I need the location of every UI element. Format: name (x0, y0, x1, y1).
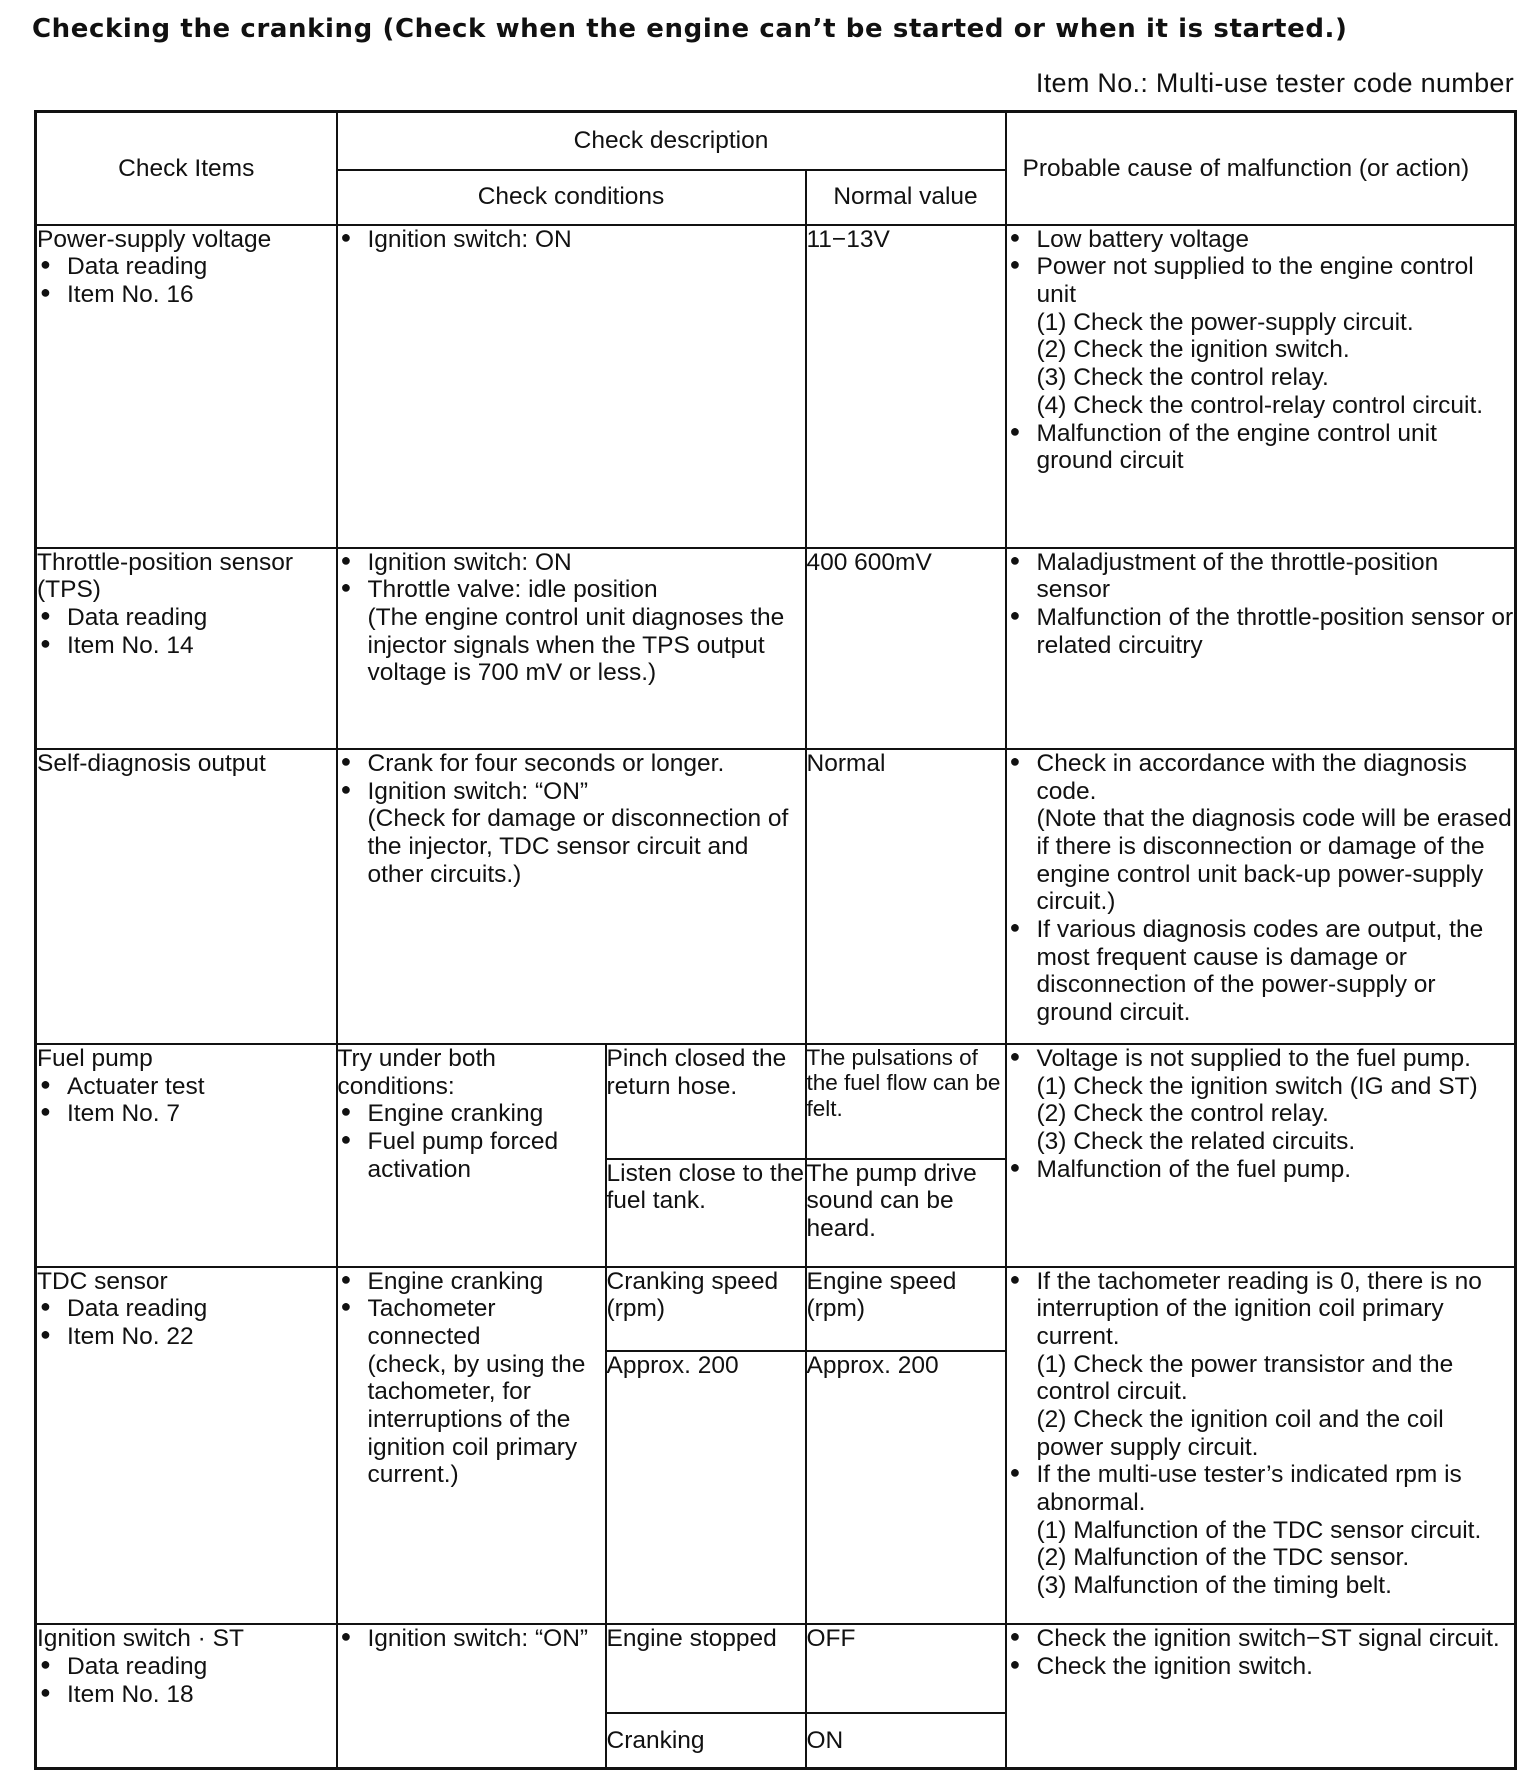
cause-step: (1) Check the power-supply circuit. (1036, 308, 1414, 336)
cause-step: (3) Malfunction of the timing belt. (1036, 1571, 1392, 1599)
condition-bullet: ● Throttle valve: idle position (The engine control unit diagnoses the injector signals when the TPS output voltage is 700 mV or less.) (338, 576, 805, 687)
cause-bullet: ● Check the ignition switch−ST signal circuit. (1007, 1625, 1515, 1653)
probable-cause-cell (1006, 1624, 1516, 1768)
condition-note: (check, by using the tachometer, for interruptions of the ignition coil primary current.) (367, 1350, 586, 1489)
header-check-description: Check description (337, 112, 1006, 170)
header-probable-cause: Probable cause of malfunction (or action) (1006, 112, 1516, 225)
condition-note: (Check for damage or disconnection of the injector, TDC sensor circuit and other circuits.) (367, 805, 789, 888)
table-row (36, 225, 1516, 548)
condition-lead: Try under both conditions: (337, 1045, 496, 1100)
sub-condition-cell: Engine stopped (606, 1624, 806, 1713)
normal-value-cell: 400 600mV (806, 548, 1006, 749)
cause-bullet: ● Maladjustment of the throttle-position sensor (1007, 549, 1515, 604)
cause-bullet: ● Power not supplied to the engine control unit (1) Check the power-supply circuit. (2) Check the ignition switch. (3) Check the control relay. (4) Check the control-relay control circuit. (1007, 253, 1515, 419)
cause-bullet: ● If the multi-use tester’s indicated rpm is abnormal. (1) Malfunction of the TDC sensor circuit. (2) Malfunction of the TDC sensor. (3) Malfunction of the timing belt. (1007, 1461, 1515, 1599)
table-row (36, 548, 1516, 749)
check-item-cell (36, 548, 337, 749)
check-conditions-cell (337, 225, 806, 548)
check-item-bullet: ● Data reading (37, 604, 336, 632)
header-normal-value: Normal value (806, 170, 1006, 225)
sub-normal-cell: Approx. 200 (806, 1351, 1006, 1624)
check-item-bullet: ● Item No. 7 (37, 1100, 336, 1128)
header-check-items: Check Items (36, 112, 337, 225)
cause-bullet: ● Low battery voltage (1007, 226, 1515, 254)
page-title: Checking the cranking (Check when the engine can’t be started or when it is started.) (32, 14, 1348, 44)
check-item-cell (36, 1624, 337, 1768)
condition-note: (The engine control unit diagnoses the injector signals when the TPS output voltage is 700 mV or less.) (367, 604, 785, 687)
check-item-name: Power-supply voltage (37, 225, 272, 253)
item-no-note: Item No.: Multi-use tester code number (1035, 68, 1514, 98)
cause-step: (1) Malfunction of the TDC sensor circuit. (1036, 1516, 1482, 1544)
cause-bullet: ● If the tachometer reading is 0, there is no interruption of the ignition coil primary current. (1) Check the power transistor and the control circuit. (2) Check the ignition coil and the coil power supply circuit. (1007, 1268, 1515, 1462)
check-item-cell (36, 225, 337, 548)
sub-condition-cell: Cranking speed (rpm) (606, 1267, 806, 1352)
check-item-cell (36, 749, 337, 1044)
cause-bullet: ● If various diagnosis codes are output, the most frequent cause is damage or disconnection of the power-supply or ground circuit. (1007, 916, 1515, 1027)
cause-note: (Note that the diagnosis code will be erased if there is disconnection or damage of the engine control unit back-up power-supply circuit.) (1036, 805, 1512, 916)
sub-condition-cell: Listen close to the fuel tank. (606, 1159, 806, 1267)
probable-cause-cell (1006, 225, 1516, 548)
normal-value-cell: 11−13V (806, 225, 1006, 548)
condition-bullet: ● Tachometer connected (check, by using the tachometer, for interruptions of the ignition coil primary current.) (338, 1295, 605, 1489)
table-row (36, 1044, 1516, 1158)
sub-condition-cell: Pinch closed the return hose. (606, 1044, 806, 1158)
probable-cause-cell (1006, 1267, 1516, 1625)
sub-normal-cell: OFF (806, 1624, 1006, 1713)
sub-normal-cell: The pump drive sound can be heard. (806, 1159, 1006, 1267)
check-conditions-cell (337, 548, 806, 749)
cause-step: (2) Check the control relay. (1036, 1100, 1329, 1128)
check-item-cell (36, 1267, 337, 1625)
cause-step: (2) Check the ignition coil and the coil power supply circuit. (1036, 1405, 1444, 1461)
check-item-name: Self-diagnosis output (37, 749, 266, 777)
probable-cause-cell (1006, 749, 1516, 1044)
condition-bullet: ● Ignition switch: “ON” (338, 1625, 605, 1653)
cause-bullet: ● Malfunction of the engine control unit ground circuit (1007, 420, 1515, 475)
header-check-conditions: Check conditions (337, 170, 806, 225)
check-item-name: Throttle-position sensor (TPS) (37, 548, 294, 604)
cause-bullet: ● Malfunction of the fuel pump. (1007, 1156, 1515, 1184)
sub-condition-cell: Approx. 200 (606, 1351, 806, 1624)
check-item-bullet: ● Data reading (37, 1653, 336, 1681)
probable-cause-cell (1006, 548, 1516, 749)
check-item-bullet: ● Item No. 18 (37, 1681, 336, 1709)
check-item-bullet: ● Data reading (37, 1295, 336, 1323)
cause-step: (2) Check the ignition switch. (1036, 336, 1350, 364)
cause-step: (1) Check the ignition switch (IG and ST) (1036, 1072, 1478, 1100)
cause-step: (3) Check the related circuits. (1036, 1128, 1356, 1156)
condition-bullet: ● Ignition switch: ON (338, 549, 805, 577)
sub-normal-cell: The pulsations of the fuel flow can be felt. (806, 1044, 1006, 1158)
table-row (36, 1267, 1516, 1352)
cause-step: (2) Malfunction of the TDC sensor. (1036, 1544, 1410, 1572)
condition-bullet: ● Crank for four seconds or longer. (338, 750, 805, 778)
cause-bullet: ● Voltage is not supplied to the fuel pump. (1) Check the ignition switch (IG and ST) (2) Check the control relay. (3) Check the related circuits. (1007, 1045, 1515, 1156)
check-item-bullet: ● Item No. 14 (37, 632, 336, 660)
cause-bullet: ● Check the ignition switch. (1007, 1653, 1515, 1681)
condition-bullet: ● Ignition switch: “ON” (Check for damage or disconnection of the injector, TDC sensor circuit and other circuits.) (338, 778, 805, 889)
cause-step: (1) Check the power transistor and the control circuit. (1036, 1350, 1454, 1406)
check-item-cell (36, 1044, 337, 1266)
check-item-name: Fuel pump (37, 1045, 153, 1073)
check-conditions-cell (337, 1044, 606, 1266)
check-item-bullets (37, 253, 336, 308)
condition-bullet: ● Engine cranking (338, 1100, 605, 1128)
sub-normal-cell: ON (806, 1713, 1006, 1768)
check-conditions-cell (337, 1624, 606, 1768)
condition-bullet: ● Engine cranking (338, 1268, 605, 1296)
sub-normal-cell: Engine speed (rpm) (806, 1267, 1006, 1352)
check-item-name: Ignition switch · ST (37, 1625, 244, 1653)
table-row (36, 749, 1516, 1044)
probable-cause-cell (1006, 1044, 1516, 1266)
cranking-check-table (34, 110, 1517, 1770)
check-item-bullet: ● Item No. 22 (37, 1323, 336, 1351)
check-item-bullet: ● Item No. 16 (37, 281, 336, 309)
check-item-bullet: ● Data reading (37, 253, 336, 281)
check-item-bullet: ● Actuater test (37, 1073, 336, 1101)
cause-step: (3) Check the control relay. (1036, 364, 1329, 392)
normal-value-cell: Normal (806, 749, 1006, 1044)
sub-condition-cell: Cranking (606, 1713, 806, 1768)
check-item-name: TDC sensor (37, 1267, 168, 1295)
check-conditions-cell (337, 749, 806, 1044)
cause-step: (4) Check the control-relay control circuit. (1036, 391, 1484, 419)
condition-bullet: ● Ignition switch: ON (338, 226, 805, 254)
table-row (36, 1624, 1516, 1713)
header-row-1 (36, 112, 1516, 170)
check-conditions-cell (337, 1267, 606, 1625)
condition-bullet: ● Fuel pump forced activation (338, 1128, 605, 1183)
cause-bullet: ● Check in accordance with the diagnosis code. (Note that the diagnosis code will be erased if there is disconnection or damage of the engine control unit back-up power-supply circuit.) (1007, 750, 1515, 916)
cause-bullet: ● Malfunction of the throttle-position sensor or related circuitry (1007, 604, 1515, 659)
